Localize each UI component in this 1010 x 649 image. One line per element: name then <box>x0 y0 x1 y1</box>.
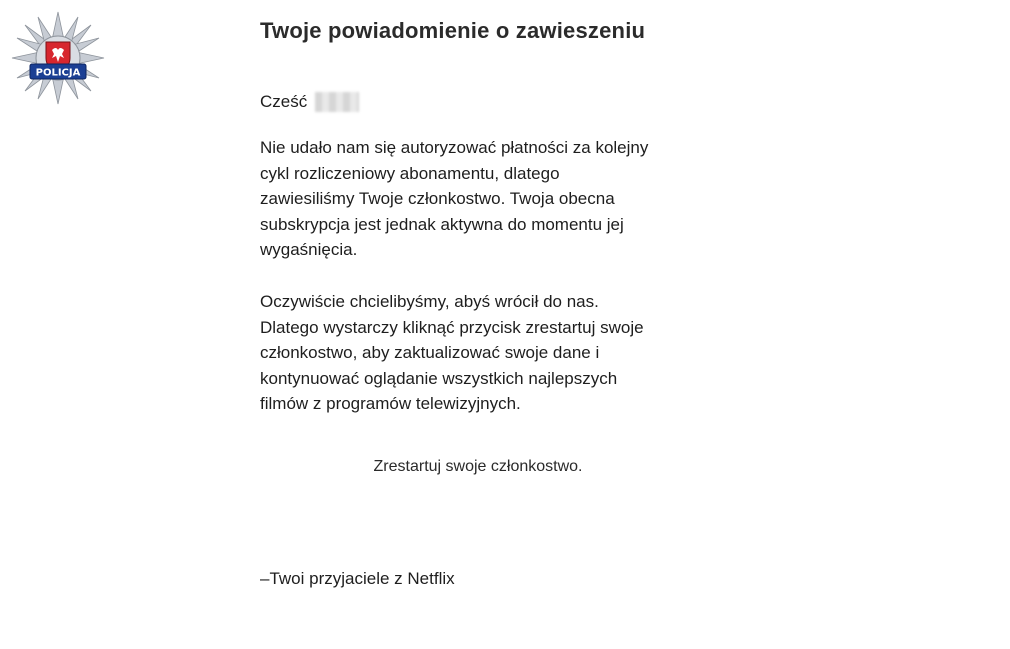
email-title: Twoje powiadomienie o zawieszeniu <box>260 18 646 43</box>
restart-membership-link[interactable]: Zrestartuj swoje członkostwo. <box>373 458 583 475</box>
police-logo <box>10 10 106 106</box>
greeting-text: Cześć <box>260 92 308 111</box>
police-badge-label: POLICJA <box>35 67 81 79</box>
police-star-badge-icon <box>10 10 106 106</box>
email-body <box>260 18 730 417</box>
email-signature: –Twoi przyjaciele z Netflix <box>260 569 455 588</box>
paragraph-payment-failed: Nie udało nam się autoryzować płatności za kolejny cykl rozliczeniowy abonamentu, dlatego zawiesiliśmy Twoje członkostwo. Twoja obecna subskrypcja jest jednak aktywna do momentu jej wygaśnięcia. <box>260 138 649 260</box>
redacted-name <box>315 92 359 112</box>
paragraph-restart-info: Oczywiście chcielibyśmy, abyś wrócił do nas. Dlatego wystarczy kliknąć przycisk zrestartuj swoje członkostwo, aby zaktualizować swoje dane i kontynuować oglądanie wszystkich najlepszych filmów z programów telewizyjnych. <box>260 291 644 414</box>
greeting-line <box>260 90 730 114</box>
